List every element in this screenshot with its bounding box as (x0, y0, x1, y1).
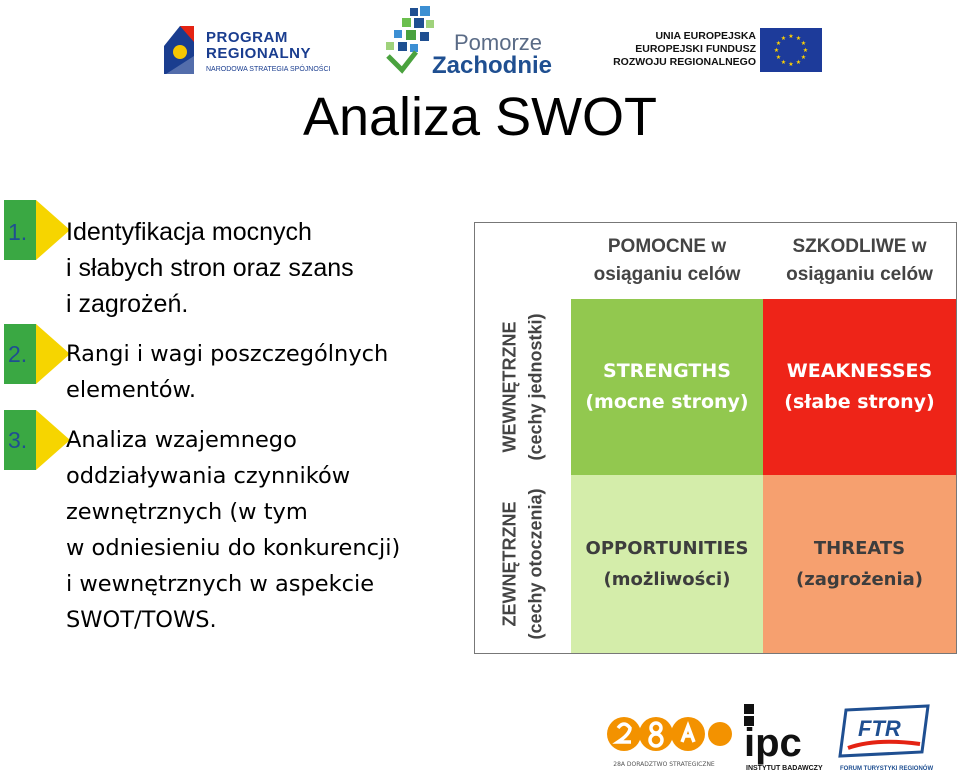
list-number: 2. (8, 341, 28, 367)
svg-text:★: ★ (775, 40, 782, 47)
list-line: Rangi i wagi poszczególnych (66, 341, 389, 367)
list-line: oddziaływania czynników (66, 463, 351, 489)
ipc-name: ipc (744, 721, 802, 765)
28a-mark-icon (604, 704, 734, 772)
row-external-text (497, 488, 549, 639)
eu-fund-logo (608, 28, 820, 76)
header-harmful (763, 223, 956, 299)
row-external-line: ZEWNĘTRZNE (500, 501, 521, 627)
pomorze-zachodnie-logo (380, 4, 565, 84)
list-number: 1. (8, 219, 28, 245)
ipc-logo (742, 702, 824, 774)
header-harmful-line: osiąganiu celów (786, 264, 933, 285)
eu-line-1: UNIA EUROPEJSKA (655, 30, 756, 42)
strengths-subtitle: (mocne strony) (585, 391, 749, 413)
svg-text:★: ★ (773, 47, 780, 54)
28a-caption: 28A DORADZTWO STRATEGICZNE (613, 761, 715, 768)
list-line: i zagrożeń. (66, 290, 189, 318)
ftr-caption: FORUM TURYSTYKI REGIONÓW (840, 766, 934, 772)
svg-text:★: ★ (802, 47, 809, 54)
svg-text:★: ★ (780, 35, 787, 42)
28a-logo (604, 704, 734, 772)
ftr-name: FTR (858, 716, 901, 741)
swot-matrix (474, 222, 957, 654)
quadrant-opportunities (571, 475, 763, 653)
ftr-logo (836, 702, 936, 774)
eu-line-3: ROZWOJU REGIONALNEGO (613, 56, 756, 68)
list-line: elementów. (66, 377, 197, 403)
list-line: Identyfikacja mocnych (66, 218, 312, 246)
header-helpful-line: POMOCNE w (607, 236, 727, 257)
zachodnie-text: Zachodnie (432, 52, 553, 79)
quadrant-strengths (571, 299, 763, 475)
page-title: Analiza SWOT (302, 87, 658, 147)
ftr-mark-icon (836, 702, 936, 774)
regionalny-text: REGIONALNY (206, 45, 312, 62)
svg-text:★: ★ (800, 54, 807, 61)
list-line: SWOT/TOWS. (66, 607, 217, 633)
eu-line-2: EUROPEJSKI FUNDUSZ (635, 43, 756, 55)
header-helpful-line: osiąganiu celów (593, 264, 741, 285)
weaknesses-subtitle: (słabe strony) (784, 391, 935, 413)
list-number: 3. (8, 427, 28, 453)
weaknesses-title: WEAKNESSES (786, 360, 933, 382)
list-line: i wewnętrznych w aspekcie (66, 571, 375, 597)
pomorze-text: Pomorze (454, 30, 543, 55)
eu-flag-icon (760, 28, 822, 72)
program-text: PROGRAM (206, 29, 288, 46)
svg-text:★: ★ (788, 61, 794, 68)
threats-subtitle: (zagrożenia) (795, 569, 924, 590)
ipc-mark-icon (742, 702, 824, 774)
row-internal-label (475, 299, 571, 475)
program-regionalny-logo (160, 18, 340, 82)
svg-text:★: ★ (795, 59, 802, 66)
quadrant-threats (763, 475, 956, 653)
header-helpful (571, 223, 763, 299)
row-internal-line: (cechy jednostki) (526, 313, 547, 461)
threats-title: THREATS (813, 538, 906, 559)
list-text (66, 422, 476, 638)
svg-text:★: ★ (795, 35, 802, 42)
list-line: w odniesieniu do konkurencji) (66, 535, 401, 561)
eu-fund-text (608, 30, 756, 69)
quadrant-weaknesses (763, 299, 956, 475)
list-text (66, 214, 476, 322)
ipc-caption: INSTYTUT BADAWCZY (746, 765, 823, 772)
svg-text:★: ★ (800, 40, 807, 47)
row-internal-line: WEWNĘTRZNE (500, 321, 521, 453)
strategia-text: NARODOWA STRATEGIA SPÓJNOŚCI (206, 66, 331, 73)
row-external-label (475, 475, 571, 653)
strengths-title: STRENGTHS (603, 360, 731, 382)
list-line: Analiza wzajemnego (66, 427, 297, 453)
svg-text:★: ★ (775, 54, 782, 61)
opportunities-subtitle: (możliwości) (603, 569, 731, 590)
program-regionalny-emblem-icon (160, 22, 198, 78)
svg-text:★: ★ (780, 59, 787, 66)
row-internal-text (497, 313, 549, 460)
opportunities-title: OPPORTUNITIES (585, 538, 749, 559)
list-line: zewnętrznych (w tym (66, 499, 308, 525)
list-line: i słabych stron oraz szans (66, 254, 354, 282)
header-harmful-line: SZKODLIWE w (792, 236, 927, 257)
row-external-line: (cechy otoczenia) (526, 488, 547, 640)
svg-text:★: ★ (788, 33, 794, 40)
list-text (66, 336, 476, 408)
